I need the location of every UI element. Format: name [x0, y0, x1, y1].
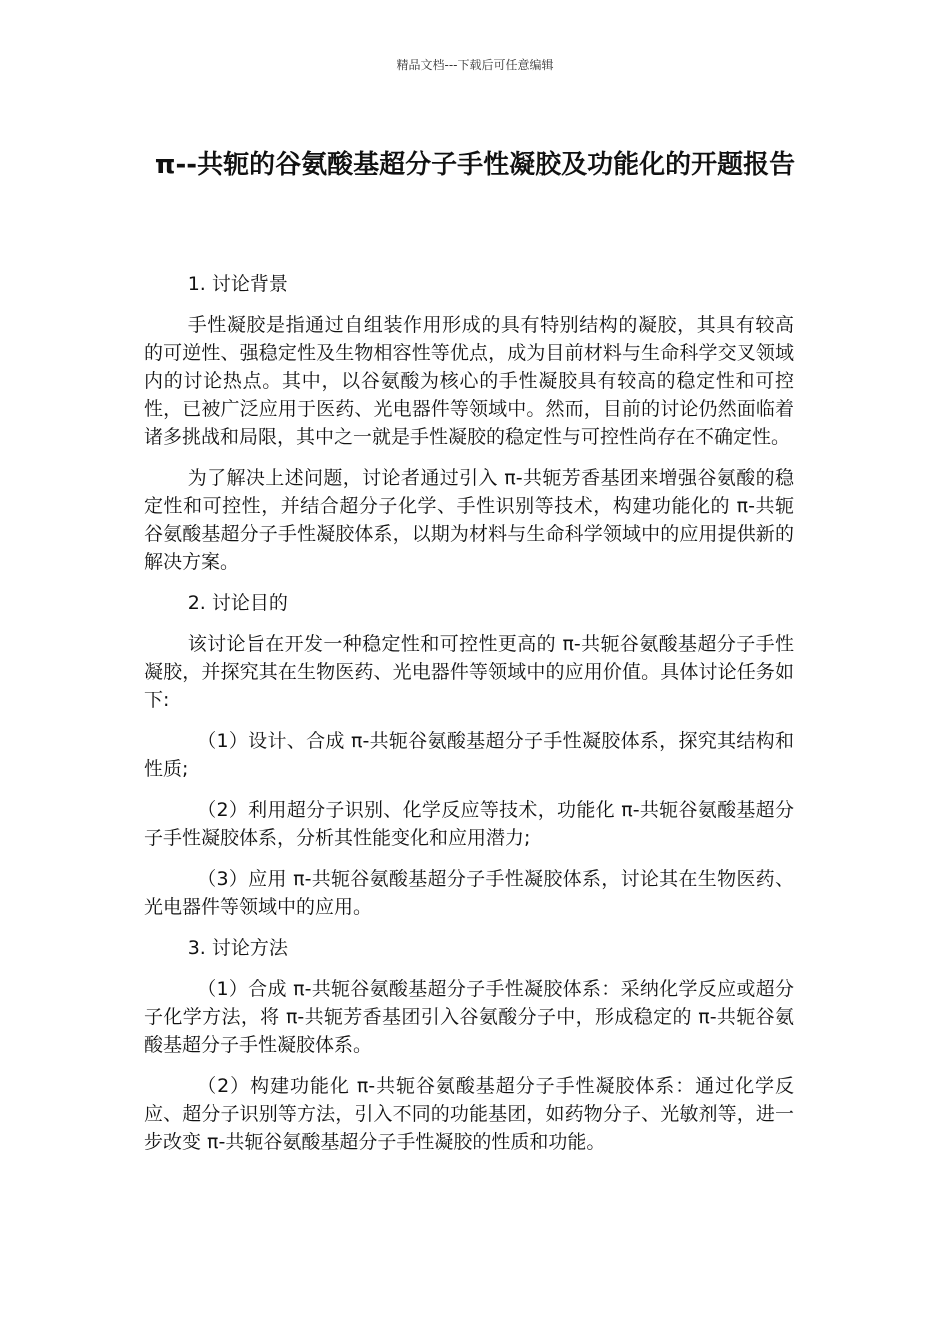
list-item: （2）构建功能化 π-共轭谷氨酸基超分子手性凝胶体系：通过化学反应、超分子识别等方法，引入不同的功能基团，如药物分子、光敏剂等，进一步改变 π-共轭谷氨酸基超分子手性凝胶的性质和功能。 [144, 1075, 794, 1153]
list-item: （2）利用超分子识别、化学反应等技术，功能化 π-共轭谷氨酸基超分子手性凝胶体系，分析其性能变化和应用潜力; [144, 799, 794, 849]
section-heading: 1. 讨论背景 [187, 273, 288, 295]
list-item: （1）合成 π-共轭谷氨酸基超分子手性凝胶体系：采纳化学反应或超分子化学方法，将 π-共轭芳香基团引入谷氨酸分子中，形成稳定的 π-共轭谷氨酸基超分子手性凝胶体系。 [144, 978, 794, 1056]
paragraph: 为了解决上述问题，讨论者通过引入 π-共轭芳香基团来增强谷氨酸的稳定性和可控性，并结合超分子化学、手性识别等技术，构建功能化的 π-共轭谷氨酸基超分子手性凝胶体系，以期为材料与生命科学领域中的应用提供新的解决方案。 [144, 467, 794, 573]
list-item: （3）应用 π-共轭谷氨酸基超分子手性凝胶体系，讨论其在生物医药、光电器件等领域中的应用。 [144, 868, 794, 918]
page-header-note: 精品文档---下载后可任意编辑 [396, 58, 554, 72]
list-item: （1）设计、合成 π-共轭谷氨酸基超分子手性凝胶体系，探究其结构和性质; [144, 730, 794, 780]
section-heading: 2. 讨论目的 [187, 592, 288, 614]
paragraph: 该讨论旨在开发一种稳定性和可控性更高的 π-共轭谷氨酸基超分子手性凝胶，并探究其在生物医药、光电器件等领域中的应用价值。具体讨论任务如下: [144, 633, 794, 711]
section-heading: 3. 讨论方法 [187, 937, 288, 959]
document-title: π--共轭的谷氨酸基超分子手性凝胶及功能化的开题报告 [154, 150, 796, 180]
paragraph: 手性凝胶是指通过自组装作用形成的具有特别结构的凝胶，其具有较高的可逆性、强稳定性及生物相容性等优点，成为目前材料与生命科学交叉领域内的讨论热点。其中，以谷氨酸为核心的手性凝胶具有较高的稳定性和可控性，已被广泛应用于医药、光电器件等领域中。然而，目前的讨论仍然面临着诸多挑战和局限，其中之一就是手性凝胶的稳定性与可控性尚存在不确定性。 [144, 314, 794, 448]
document-body [144, 270, 794, 1169]
